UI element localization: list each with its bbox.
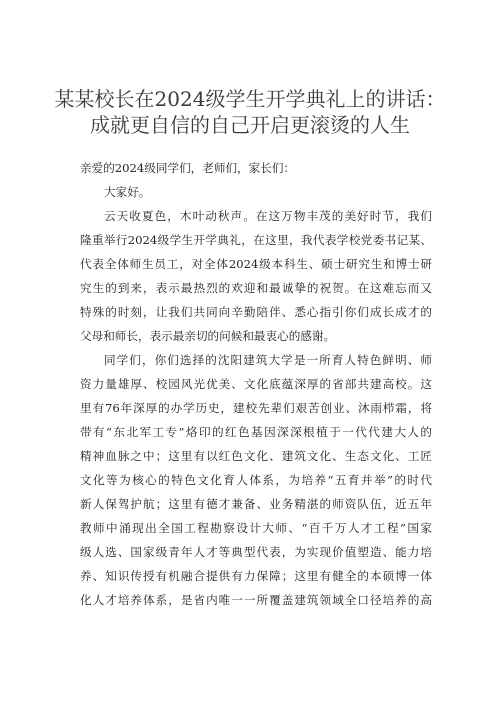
paragraph-2-line-5: 精神血脉之中；这里有以红色文化、建筑文化、生态文化、工匠 <box>80 449 432 463</box>
paragraph-2-line-9: 级人选、国家级青年人才等典型代表，为实现价值塑造、能力培 <box>80 545 432 559</box>
greeting-line: 大家好。 <box>104 185 151 199</box>
paragraph-2-line-4: 带有“东北军工专”烙印的红色基因深深根植于一代代建大人的 <box>80 425 432 439</box>
paragraph-2-line-6: 文化等为核心的特色文化育人体系，为培养“五育并举”的时代 <box>80 473 432 487</box>
salutation-line: 亲爱的2024级同学们，老师们，家长们： <box>80 161 296 175</box>
document-title-line-1: 某某校长在2024级学生开学典礼上的讲话： <box>54 87 446 111</box>
paragraph-1-line-6: 父母和师长，表示最亲切的问候和最衷心的感谢。 <box>80 329 336 343</box>
paragraph-1-line-5: 特殊的时刻，让我们共同向辛勤陪伴、悉心指引你们成长成才的 <box>80 305 432 319</box>
paragraph-1-line-1: 云天收夏色，木叶动秋声。在这万物丰茂的美好时节，我们 <box>104 209 432 223</box>
paragraph-2-line-11: 化人才培养体系，是省内唯一一所覆盖建筑领域全口径培养的高 <box>80 593 432 607</box>
paragraph-2-line-1: 同学们，你们选择的沈阳建筑大学是一所育人特色鲜明、师 <box>104 353 432 367</box>
paragraph-2-line-10: 养、知识传授有机融合提供有力保障；这里有健全的本硕博一体 <box>80 569 432 583</box>
paragraph-1-line-4: 究生的到来，表示最热烈的欢迎和最诚挚的祝贺。在这难忘而又 <box>80 281 432 295</box>
document-title-line-2: 成就更自信的自己开启更滚烫的人生 <box>90 113 410 137</box>
paragraph-1-line-3: 代表全体师生员工，对全体2024级本科生、硕士研究生和博士研 <box>80 257 432 271</box>
paragraph-2-line-7: 新人保驾护航；这里有德才兼备、业务精湛的师资队伍，近五年 <box>80 497 432 511</box>
paragraph-1-line-2: 隆重举行2024级学生开学典礼，在这里，我代表学校党委书记某、 <box>80 233 432 247</box>
paragraph-2-line-8: 教师中涌现出全国工程勘察设计大师、“百千万人才工程”国家 <box>80 521 432 535</box>
paragraph-2-line-2: 资力量雄厚、校园风光优美、文化底蕴深厚的省部共建高校。这 <box>80 377 432 391</box>
paragraph-2-line-3: 里有76年深厚的办学历史，建校先辈们艰苦创业、沐雨栉霜，将 <box>80 401 432 415</box>
